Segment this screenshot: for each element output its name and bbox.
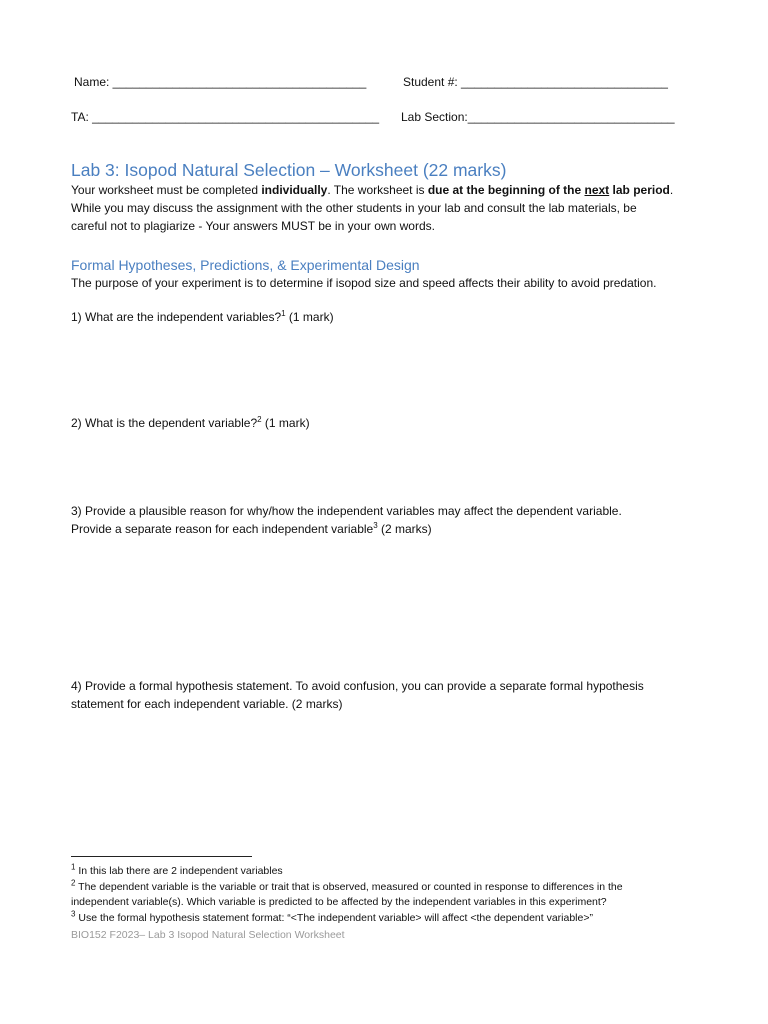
footnote-separator xyxy=(71,856,252,857)
footnote-1: $^1$ In this lab there are 2 independent variables xyxy=(71,862,283,877)
question-3: 3) Provide a plausible reason for why/how the independent variables may affect the dependent variable. Provide a separate reason for each independent variable$^3$ (2 marks) xyxy=(71,504,622,536)
page-footer: BIO152 F2023– Lab 3 Isopod Natural Selection Worksheet xyxy=(71,929,345,941)
student-number-field[interactable]: Student #: _______________________________ xyxy=(403,75,668,89)
purpose-text: The purpose of your experiment is to determine if isopod size and speed affects their ability to avoid predation. xyxy=(71,276,657,290)
question-2: 2) What is the dependent variable?$^2$ (1 mark) xyxy=(71,415,310,430)
footnote-2: $^2$ The dependent variable is the variable or trait that is observed, measured or counted in response to differences in the independent variable(s). Which variable is predicted to be affected by the independent variables in this experiment? xyxy=(71,878,623,908)
intro-paragraph xyxy=(71,182,711,234)
lab-section-field[interactable]: Lab Section:_______________________________ xyxy=(401,110,675,124)
question-4: 4) Provide a formal hypothesis statement. To avoid confusion, you can provide a separate formal hypothesis statement for each independent variable. (2 marks) xyxy=(71,679,644,711)
ta-field[interactable]: TA: ___________________________________________ xyxy=(71,110,380,124)
question-1: 1) What are the independent variables?$^1$ (1 mark) xyxy=(71,309,334,324)
intro-line-1: Your worksheet must be completed individually. The worksheet is due at the beginning of the next lab period. xyxy=(71,183,674,197)
name-field[interactable]: Name: ______________________________________ xyxy=(74,75,367,89)
intro-line-3: careful not to plagiarize - Your answers MUST be in your own words. xyxy=(71,219,435,233)
footnote-3: $^3$ Use the formal hypothesis statement format: “<The independent variable> will affect <the dependent variable>” xyxy=(71,909,593,924)
section-heading: Formal Hypotheses, Predictions, & Experimental Design xyxy=(71,257,420,273)
intro-line-2: While you may discuss the assignment with the other students in your lab and consult the lab materials, be xyxy=(71,201,637,215)
page-title: Lab 3: Isopod Natural Selection – Worksheet (22 marks) xyxy=(71,160,507,180)
